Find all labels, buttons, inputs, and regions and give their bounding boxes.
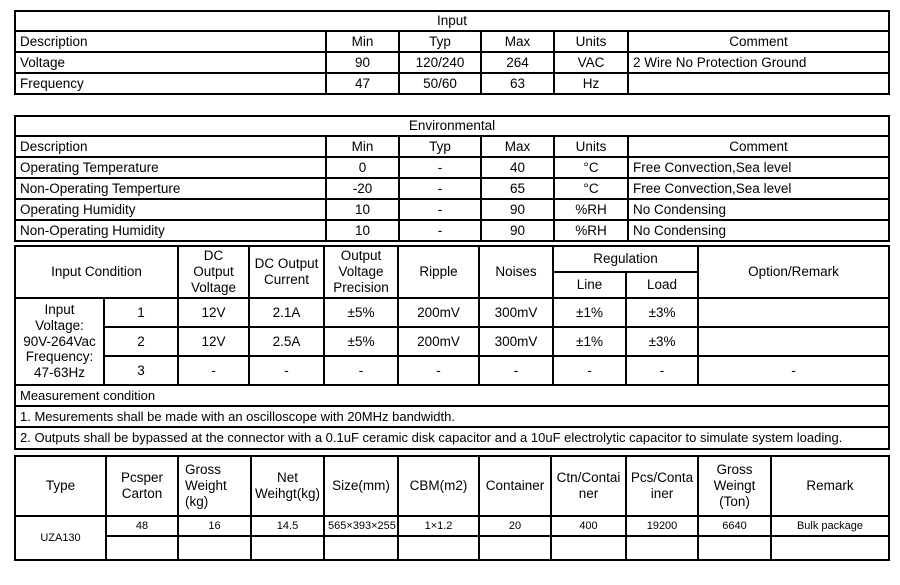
cell-max: 65 — [481, 178, 554, 199]
cell-max: 90 — [481, 199, 554, 220]
table-row — [15, 327, 889, 356]
col-header-option-remark: Option/Remark — [698, 246, 889, 298]
cell-output-number: 2 — [104, 327, 178, 356]
col-header-max: Max — [481, 136, 554, 157]
table-row — [15, 73, 889, 94]
col-header-comment: Comment — [628, 136, 889, 157]
col-header-ripple: Ripple — [398, 246, 479, 298]
cell-option-remark — [698, 327, 889, 356]
cell-noises: 300mV — [479, 327, 553, 356]
cell-cbm: 1×1.2 — [398, 516, 479, 536]
cell-max: 90 — [481, 220, 554, 241]
packing-table — [14, 455, 890, 561]
cell-ctn-per-container: 400 — [551, 516, 626, 536]
empty-cell — [251, 536, 324, 560]
col-header-comment: Comment — [628, 31, 889, 52]
header-row — [15, 246, 889, 272]
cell-dc-output-current: - — [249, 356, 324, 385]
cell-max: 40 — [481, 157, 554, 178]
header-row — [15, 456, 889, 516]
cell-units: %RH — [554, 199, 628, 220]
cell-comment: Free Convection,Sea level — [628, 178, 889, 199]
col-header-line: Line — [553, 272, 626, 298]
cell-typ: 120/240 — [399, 52, 481, 73]
cell-min: 90 — [326, 52, 399, 73]
header-row — [15, 31, 889, 52]
cell-comment: 2 Wire No Protection Ground — [628, 52, 889, 73]
col-header-description: Description — [15, 136, 326, 157]
cell-output-voltage-precision: ±5% — [324, 327, 398, 356]
input-condition-line: 47-63Hz — [33, 365, 86, 381]
cell-max: 264 — [481, 52, 554, 73]
empty-row — [15, 536, 889, 560]
empty-cell — [771, 536, 889, 560]
table-row — [15, 220, 889, 241]
measurement-note-2: 2. Outputs shall be bypassed at the connector with a 0.1uF ceramic disk capacitor and a 10uF electrolytic capacitor to simulate system loading. — [15, 427, 889, 449]
cell-gross-weight-ton: 6640 — [698, 516, 771, 536]
cell-units: Hz — [554, 73, 628, 94]
col-header-typ: Typ — [399, 136, 481, 157]
col-header-pcs-per-container: Pcs/Container — [626, 456, 698, 516]
col-header-units: Units — [554, 136, 628, 157]
input-table — [14, 10, 890, 95]
input-condition-line: Frequency: — [25, 349, 94, 365]
empty-cell — [324, 536, 398, 560]
cell-dc-output-current: 2.1A — [249, 298, 324, 327]
empty-cell — [698, 536, 771, 560]
col-header-output-voltage-precision: Output Voltage Precision — [324, 246, 398, 298]
measurement-condition-title: Measurement condition — [15, 385, 889, 406]
col-header-ctn-per-container: Ctn/Container — [551, 456, 626, 516]
cell-output-voltage-precision: ±5% — [324, 298, 398, 327]
empty-cell — [178, 536, 251, 560]
cell-units: °C — [554, 157, 628, 178]
table-title-row — [15, 11, 889, 31]
cell-regulation-line: - — [553, 356, 626, 385]
empty-cell — [479, 536, 551, 560]
col-header-max: Max — [481, 31, 554, 52]
col-header-pcs-per-carton: Pcsper Carton — [106, 456, 178, 516]
col-header-container: Container — [479, 456, 551, 516]
col-header-min: Min — [326, 136, 399, 157]
cell-comment: No Condensing — [628, 220, 889, 241]
cell-min: 10 — [326, 199, 399, 220]
measurement-note-1: 1. Mesurements shall be made with an oscilloscope with 20MHz bandwidth. — [15, 406, 889, 427]
col-header-input-condition: Input Condition — [15, 246, 178, 298]
empty-cell — [551, 536, 626, 560]
cell-ripple: 200mV — [398, 298, 479, 327]
col-header-load: Load — [626, 272, 698, 298]
col-header-cbm: CBM(m2) — [398, 456, 479, 516]
empty-cell — [398, 536, 479, 560]
cell-regulation-load: ±3% — [626, 327, 698, 356]
measurement-condition-row — [15, 427, 889, 449]
table-row — [15, 516, 889, 536]
table-row — [15, 298, 889, 327]
cell-regulation-line: ±1% — [553, 298, 626, 327]
cell-net-weight: 14.5 — [251, 516, 324, 536]
col-header-regulation: Regulation — [553, 246, 698, 272]
environmental-table-title: Environmental — [15, 116, 889, 136]
cell-typ: - — [399, 157, 481, 178]
table-row — [15, 52, 889, 73]
header-row — [15, 136, 889, 157]
cell-gross-weight: 16 — [178, 516, 251, 536]
cell-regulation-line: ±1% — [553, 327, 626, 356]
col-header-type: Type — [15, 456, 106, 516]
empty-cell — [626, 536, 698, 560]
cell-pcs-per-container: 19200 — [626, 516, 698, 536]
cell-min: 0 — [326, 157, 399, 178]
col-header-remark: Remark — [771, 456, 889, 516]
cell-dc-output-voltage: 12V — [178, 298, 249, 327]
col-header-gross-weight: Gross Weight (kg) — [178, 456, 251, 516]
col-header-net-weight: Net Weihgt(kg) — [251, 456, 324, 516]
cell-option-remark: - — [698, 356, 889, 385]
table-row — [15, 178, 889, 199]
col-header-min: Min — [326, 31, 399, 52]
cell-min: -20 — [326, 178, 399, 199]
input-condition-line: 90V-264Vac — [23, 333, 96, 349]
cell-comment — [628, 73, 889, 94]
table-row — [15, 356, 889, 385]
input-condition-label — [15, 298, 104, 385]
table-title-row — [15, 116, 889, 136]
cell-typ: - — [399, 199, 481, 220]
cell-min: 47 — [326, 73, 399, 94]
measurement-condition-row — [15, 406, 889, 427]
col-header-dc-output-current: DC Output Current — [249, 246, 324, 298]
cell-description: Operating Humidity — [15, 199, 326, 220]
cell-type: UZA130 — [15, 516, 106, 560]
cell-remark: Bulk package — [771, 516, 889, 536]
cell-option-remark — [698, 298, 889, 327]
input-table-title: Input — [15, 11, 889, 31]
cell-description: Voltage — [15, 52, 326, 73]
cell-regulation-load: - — [626, 356, 698, 385]
col-header-noises: Noises — [479, 246, 553, 298]
empty-cell — [106, 536, 178, 560]
cell-units: °C — [554, 178, 628, 199]
cell-output-number: 3 — [104, 356, 178, 385]
cell-description: Non-Operating Humidity — [15, 220, 326, 241]
col-header-units: Units — [554, 31, 628, 52]
cell-regulation-load: ±3% — [626, 298, 698, 327]
cell-typ: - — [399, 178, 481, 199]
cell-comment: No Condensing — [628, 199, 889, 220]
cell-pcs-per-carton: 48 — [106, 516, 178, 536]
cell-units: VAC — [554, 52, 628, 73]
cell-dc-output-voltage: 12V — [178, 327, 249, 356]
cell-output-number: 1 — [104, 298, 178, 327]
table-row — [15, 157, 889, 178]
col-header-dc-output-voltage: DC Output Voltage — [178, 246, 249, 298]
cell-ripple: - — [398, 356, 479, 385]
cell-typ: 50/60 — [399, 73, 481, 94]
cell-description: Frequency — [15, 73, 326, 94]
col-header-size: Size(mm) — [324, 456, 398, 516]
cell-container: 20 — [479, 516, 551, 536]
cell-typ: - — [399, 220, 481, 241]
cell-units: %RH — [554, 220, 628, 241]
measurement-condition-row — [15, 385, 889, 406]
cell-max: 63 — [481, 73, 554, 94]
cell-comment: Free Convection,Sea level — [628, 157, 889, 178]
cell-noises: - — [479, 356, 553, 385]
col-header-typ: Typ — [399, 31, 481, 52]
col-header-gross-weight-ton: Gross Weingt (Ton) — [698, 456, 771, 516]
cell-description: Operating Temperature — [15, 157, 326, 178]
col-header-description: Description — [15, 31, 326, 52]
cell-min: 10 — [326, 220, 399, 241]
cell-description: Non-Operating Temperture — [15, 178, 326, 199]
input-condition-line: Input Voltage: — [35, 301, 84, 333]
cell-dc-output-voltage: - — [178, 356, 249, 385]
table-row — [15, 199, 889, 220]
cell-ripple: 200mV — [398, 327, 479, 356]
output-table — [14, 245, 890, 450]
cell-output-voltage-precision: - — [324, 356, 398, 385]
environmental-table — [14, 115, 890, 242]
cell-noises: 300mV — [479, 298, 553, 327]
cell-size: 565×393×255 — [324, 516, 398, 536]
cell-dc-output-current: 2.5A — [249, 327, 324, 356]
